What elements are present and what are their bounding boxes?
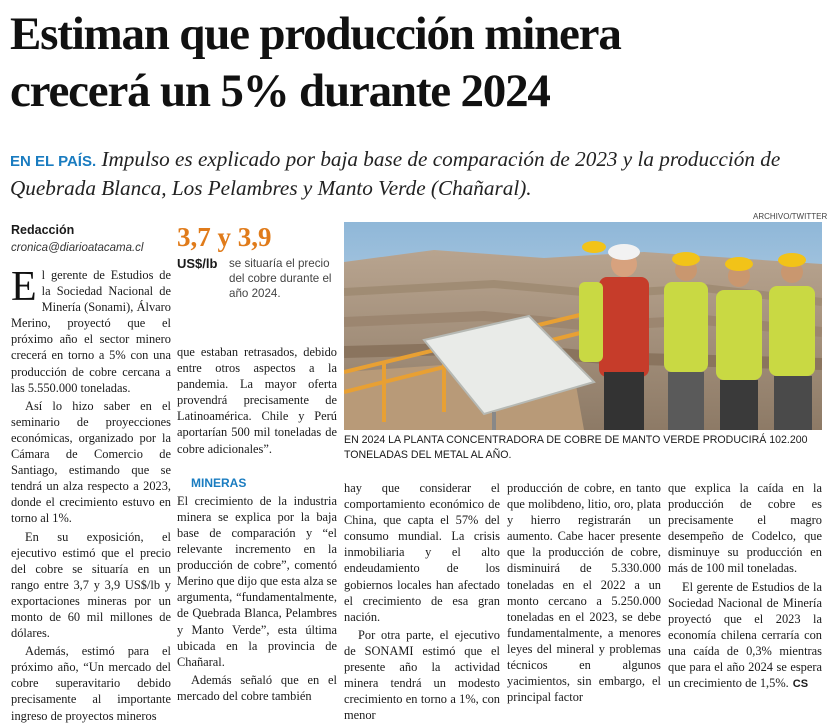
news-photo — [344, 222, 822, 430]
col1-paragraph-3: En su exposición, el ejecutivo estimó que el precio del cobre se situaría en un rango entre 3,7 y 3,9 US$/lb y exportaciones mineras por un monto de 60 mil millones de dólares. — [11, 529, 171, 641]
drop-cap: E — [11, 264, 37, 310]
col1-paragraph-1: l gerente de Estudios de la Sociedad Nacional de Minería (Sonami), Álvaro Merino, proyectó que el próximo año el sector minero crecerá en torno a 5% con una producción de cobre cercana a las 5.550.000 toneladas. — [11, 268, 171, 395]
byline-author: Redacción — [11, 223, 75, 237]
article-column-4 — [507, 480, 661, 705]
callout-figure: 3,7 y 3,9 — [177, 222, 272, 252]
deck-kicker: EN EL PAÍS. — [10, 153, 97, 170]
col2-paragraph-3: Además señaló que en el mercado del cobre también — [177, 672, 337, 703]
photo-credit: ARCHIVO/TWITTER — [753, 212, 828, 221]
byline-email[interactable]: cronica@diarioatacama.cl — [11, 242, 144, 254]
col1-paragraph-4: Además, estimó para el próximo año, “Un mercado del cobre superavitario debido precisamente al importante ingreso de proyectos mineros — [11, 644, 171, 723]
col5-paragraph-1: que explica la caída en la producción de cobre es precisamente el magro desempeño de Codelco, que disminuye su producción en más de 100 mil toneladas. — [668, 481, 822, 576]
article-column-2 — [177, 344, 337, 704]
deck-text: Impulso es explicado por baja base de comparación de 2023 y la producción de Quebrada Blanca, Los Pelambres y Manto Verde (Chañaral). — [10, 147, 781, 200]
byline — [11, 223, 171, 254]
article-column-5 — [668, 480, 822, 692]
section-subhead: MINERAS — [191, 475, 247, 490]
col2-paragraph-1: que estaban retrasados, debido entre otros aspectos a la pandemia. La mayor oferta provendrá precisamente de Latinoamérica. Chile y Perú aportarían 500 mil toneladas de cobre adicionales”. — [177, 345, 337, 456]
end-mark: CS — [792, 678, 809, 691]
col2-paragraph-2: El crecimiento de la industria minera se explica por la baja base de comparación y “el relevante incremento en la producción de cobre”, comentó Merino que dijo que esta alza se argumenta, “fundamentalmente, de Quebrada Blanca, Pelambres y Manto Verde”, esta última ubicada en la provincia de Chañaral. — [177, 493, 337, 669]
col3-paragraph-1: hay que considerar el comportamiento económico de China, que capta el 57% del consumo mundial. La crisis inmobiliaria y el alto endeudamiento de los gobiernos locales han afectado el crecimiento de esa gran nación. — [344, 481, 500, 624]
col1-paragraph-2: Así lo hizo saber en el seminario de proyecciones económicas, organizado por la Cámara de Comercio de Santiago, estimando que se tendrá un alza respecto a 2023, donde el crecimiento estuvo en torno al 1%. — [11, 398, 171, 526]
callout-unit: US$/lb — [177, 256, 218, 271]
col5-paragraph-2: El gerente de Estudios de la Sociedad Nacional de Minería proyectó que el 2023 la economía chilena cerraría con una caída de 0,3% mientras que para el año 2024 se espera un crecimiento de 1,5%. — [668, 579, 822, 691]
article-column-3 — [344, 480, 500, 723]
mine-workers-illustration — [344, 222, 822, 430]
headline-line-2: crecerá un 5% durante 2024 — [10, 65, 550, 117]
headline-line-1: Estiman que producción minera — [10, 8, 621, 60]
price-callout — [177, 222, 337, 301]
deck — [10, 146, 822, 202]
photo-caption: EN 2024 LA PLANTA CONCENTRADORA DE COBRE DE MANTO VERDE PRODUCIRÁ 102.200 TONELADAS DEL METAL AL AÑO. — [344, 434, 808, 461]
article-column-1 — [11, 264, 171, 724]
col4-paragraph-1: producción de cobre, en tanto que molibdeno, litio, oro, plata y hierro registrarán un aumento. Cabe hacer presente que la producción de cobre, disminuirá de 5.330.000 toneladas en el 2022 a un monto cercano a 5.250.000 toneladas en el 2023, se debe fundamentalmente, a menores leyes del mineral y problemas técnicos en algunos yacimientos, sin embargo, el principal factor — [507, 481, 661, 705]
headline — [10, 6, 822, 120]
col3-paragraph-2: Por otra parte, el ejecutivo de SONAMI estimó que el presente año la actividad minera tendrá un modesto crecimiento en torno a 1%, con menor — [344, 627, 500, 723]
callout-text: se situaría el precio del cobre durante el año 2024. — [229, 257, 332, 300]
